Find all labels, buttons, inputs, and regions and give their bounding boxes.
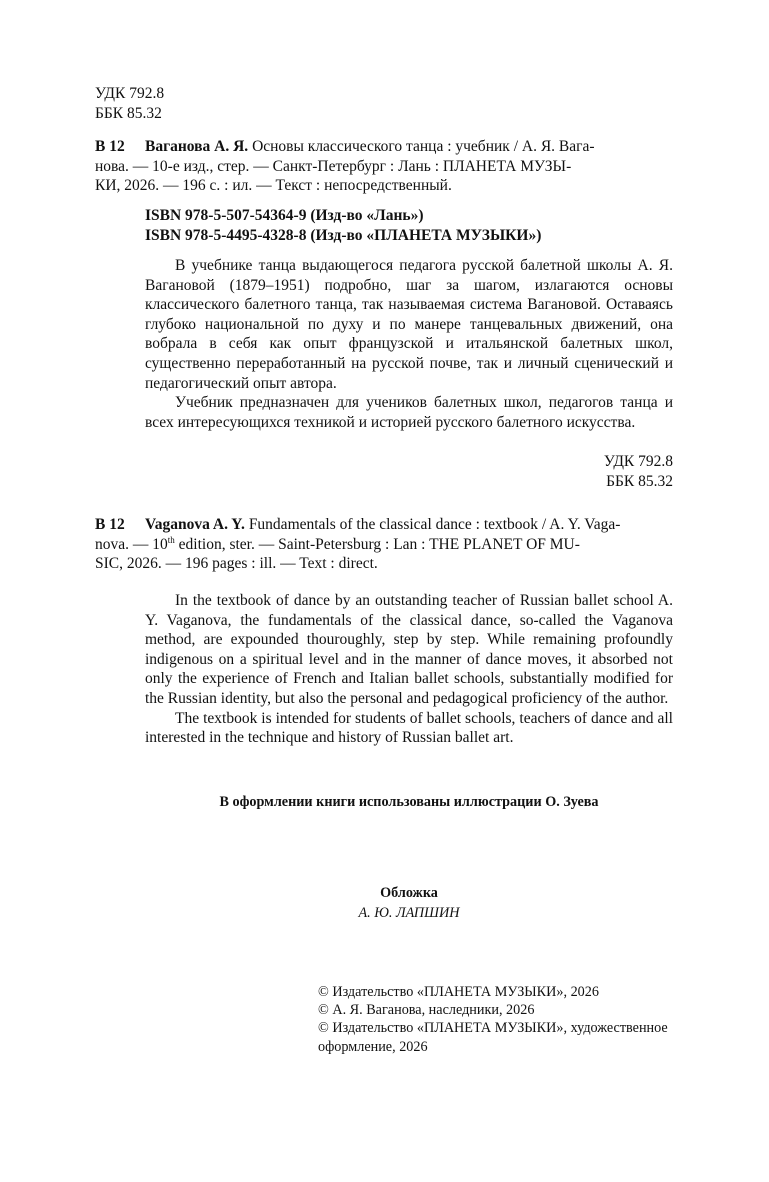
russian-abstract-paragraph: Учебник предназначен для учеников балетных школ, педагогов танца и всех интересующихся техникой и историей русского балетного искусства. — [145, 394, 673, 431]
udk-bbk-header — [95, 84, 164, 123]
russian-entry-line2: нова. — 10-е изд., стер. — Санкт-Петербург : Лань : ПЛАНЕТА МУЗЫ- — [95, 157, 572, 175]
edition-superscript: th — [167, 534, 175, 545]
isbn-planet-music: ISBN 978-5-4495-4328-8 (Изд-во «ПЛАНЕТА МУЗЫКИ») — [145, 226, 542, 244]
bbk-code: ББК 85.32 — [95, 104, 162, 122]
udk-code: УДК 792.8 — [603, 453, 673, 470]
english-abstract-paragraph: In the textbook of dance by an outstanding teacher of Russian ballet school A. Y. Vaganova, the fundamentals of the classical dance, so-called the Vaganova method, are expounded thouroughly, step by step. While remaining profoundly indigenous on a spiritual level and in the manner of dance moves, it absorbed not only the experience of French and Italian ballet schools, substantially modified for the Russian identity, but also the personal and pedagogical proficiency of the author. — [145, 592, 673, 707]
english-catalog-entry — [95, 515, 673, 574]
isbn-lan: ISBN 978-5-507-54364-9 (Изд-во «Лань») — [145, 207, 424, 224]
cover-credit — [145, 884, 673, 923]
udk-bbk-footer — [145, 452, 673, 491]
english-entry-author: Vaganova A. Y. — [145, 516, 245, 533]
english-abstract — [145, 591, 673, 748]
udk-code: УДК 792.8 — [95, 85, 165, 102]
english-entry-line1: Fundamentals of the classical dance : textbook / A. Y. Vaga- — [244, 516, 621, 533]
bbk-code: ББК 85.32 — [606, 472, 673, 490]
cover-title: Обложка — [380, 885, 438, 901]
english-entry-text — [95, 515, 673, 574]
english-entry-code: В 12 — [95, 516, 125, 533]
copyright-line: © Издательство «ПЛАНЕТА МУЗЫКИ», 2026 — [318, 984, 599, 1000]
english-abstract-paragraph: The textbook is intended for students of ballet schools, teachers of dance and all interested in the technique and history of Russian ballet art. — [145, 709, 673, 747]
english-entry-line2: nova. — 10 — [95, 535, 168, 553]
english-entry-line2-rest: edition, ster. — Saint-Petersburg : Lan : THE PLANET OF MU- — [174, 535, 580, 553]
russian-catalog-entry — [95, 137, 673, 196]
copyright-block — [318, 983, 698, 1056]
isbn-list — [145, 206, 541, 245]
copyright-line: © Издательство «ПЛАНЕТА МУЗЫКИ», художественное оформление, 2026 — [318, 1020, 668, 1055]
russian-abstract-paragraph: В учебнике танца выдающегося педагога русской балетной школы А. Я. Вагановой (1879–1951) подробно, шаг за шагом, излагаются основы классического балетного танца, так называемая система Вагановой. Оставаясь глубоко национальной по духу и по манере танцевальных движений, она вобрала в себя как опыт французской и итальянской балетных школ, существенно переработанный на русской почве, так и личный сценический и педагогический опыт автора. — [145, 257, 673, 392]
english-entry-line3: SIC, 2026. — 196 pages : ill. — Text : direct. — [95, 555, 378, 573]
illustrations-credit: В оформлении книги использованы иллюстрации О. Зуева — [219, 794, 599, 810]
copyright-line: © А. Я. Ваганова, наследники, 2026 — [318, 1002, 535, 1019]
russian-entry-code: В 12 — [95, 138, 125, 155]
russian-entry-text — [95, 137, 673, 196]
russian-entry-author: Ваганова А. Я. — [145, 138, 249, 155]
russian-entry-line3: КИ, 2026. — 196 с. : ил. — Текст : непосредственный. — [95, 177, 452, 195]
russian-abstract — [145, 256, 673, 432]
russian-entry-line1: Основы классического танца : учебник / А. Я. Вага- — [248, 138, 595, 155]
cover-designer: А. Ю. ЛАПШИН — [358, 904, 460, 921]
